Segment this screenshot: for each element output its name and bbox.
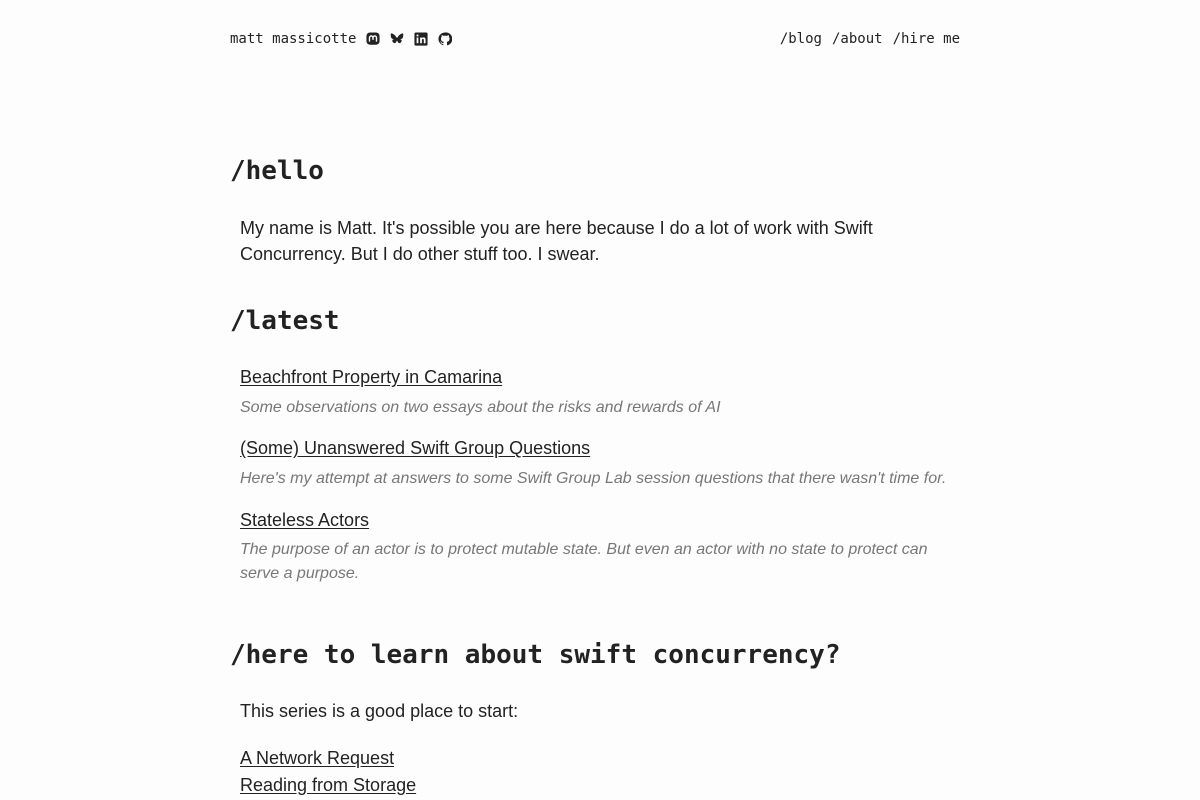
post-description: Some observations on two essays about the risks and rewards of AI xyxy=(240,399,721,416)
concurrency-heading: /here to learn about swift concurrency? xyxy=(230,640,841,670)
post-description: Here's my attempt at answers to some Swift Group Lab session questions that there wasn't time for. xyxy=(240,470,947,487)
github-link[interactable] xyxy=(438,32,452,46)
post-title-link[interactable]: Beachfront Property in Camarina xyxy=(240,367,503,387)
page xyxy=(230,0,960,795)
series-intro: This series is a good place to start: xyxy=(240,701,519,721)
site-name-link[interactable]: matt massicotte xyxy=(230,31,357,47)
series-link[interactable]: A Network Request xyxy=(240,748,395,768)
bluesky-icon xyxy=(390,32,404,46)
nav-about[interactable]: /about xyxy=(831,31,883,47)
site-header xyxy=(230,0,960,78)
nav-hire-me[interactable]: /hire me xyxy=(892,31,960,47)
mastodon-icon xyxy=(366,32,380,46)
brand xyxy=(230,31,462,47)
post-description: The purpose of an actor is to protect mutable state. But even an actor with no state to protect can serve a purpose. xyxy=(240,541,928,582)
hello-text: My name is Matt. It's possible you are here because I do a lot of work with Swift Concurrency. But I do other stuff too. I swear. xyxy=(240,218,873,264)
mastodon-link[interactable] xyxy=(366,32,380,46)
linkedin-link[interactable] xyxy=(414,32,428,46)
hello-heading: /hello xyxy=(230,156,324,186)
post-title-link[interactable]: (Some) Unanswered Swift Group Questions xyxy=(240,438,591,458)
main-nav xyxy=(770,31,960,47)
social-links xyxy=(366,32,462,46)
series-link[interactable]: Reading from Storage xyxy=(240,775,417,795)
github-icon xyxy=(438,32,452,46)
bluesky-link[interactable] xyxy=(390,32,404,46)
linkedin-icon xyxy=(414,32,428,46)
post-title-link[interactable]: Stateless Actors xyxy=(240,510,370,530)
nav-blog[interactable]: /blog xyxy=(779,31,822,47)
latest-heading: /latest xyxy=(230,306,340,336)
